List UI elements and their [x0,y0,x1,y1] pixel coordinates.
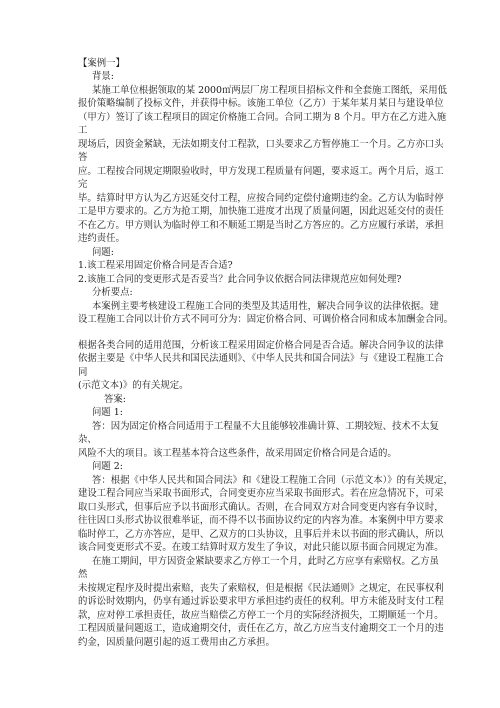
text-line: 款，应对停工承担责任，故应当赔偿乙方停工一个月的实际经济损失，工期顺延一个月。 [78,610,444,621]
text-line: 不在乙方。甲方则认为临时停工和不顺延工期是当时乙方答应的。乙方应履行承诺，承担 [78,220,444,231]
text-line: 答 [78,152,88,163]
text-line: 该合同变更形式不妥。在竣工结算时双方发生了争议，对此只能以原书面合同规定为准。 [78,542,444,553]
text-line: 某施工单位根据领取的某 2000㎡两层厂房工程项目招标文件和全套施工图纸，采用低 [92,85,447,96]
heading-background: 背景: [92,71,114,82]
text-line: 未按规定程序及时提出索赔，丧失了索赔权，但是根据《民法通则》之规定，在民事权利 [78,583,444,594]
text-line: 杂、 [78,434,97,445]
section-heading: 【案例一】 [78,58,125,69]
text-line: 然 [78,569,88,580]
heading-questions: 问题: [92,247,114,258]
text-line: 在施工期间，甲方因资金紧缺要求乙方停工一个月，此时乙方应享有索赔权。乙方虽 [92,556,439,567]
text-line: 违约责任。 [78,233,125,244]
text-line: 完 [78,179,88,190]
text-line: 临时停工，乙方亦答应，是甲、乙双方的口头协议，且事后并未以书面的形式确认，所以 [78,529,444,540]
question-1: 1.该工程采用固定价格合同是否合适? [78,260,233,271]
heading-analysis: 分析要点: [92,287,133,298]
text-line: 应。工程按合同规定期限验收时，甲方发现工程质量有问题，要求返工。两个月后，返工 [78,166,444,177]
heading-answer-1: 问题 1: [92,407,123,418]
text-line: 取口头形式，但事后应予以书面形式确认。否则，在合同双方对合同变更内容有争议时， [78,502,444,513]
text-line: (示范文本)》的有关规定。 [78,380,189,391]
question-2: 2.该施工合同的变更形式是否妥当？此合同争议依据合同法律规范应如何处理? [78,274,402,285]
text-line: 的诉讼时效期内，仍享有通过诉讼要求甲方承担违约责任的权利。甲方未能及时支付工程 [78,596,444,607]
text-line: 毕。结算时甲方认为乙方迟延交付工程，应按合同约定偿付逾期违约金。乙方认为临时停 [78,193,444,204]
text-line: 风险不大的项目。该工程基本符合这些条件，故采用固定价格合同是合适的。 [78,448,397,459]
text-line: 工是甲方要求的。乙方为抢工期，加快施工进度才出现了质量问题，因此迟延交付的责任 [78,206,444,217]
text-line: 依据主要是《中华人民共和国民法通则》、《中华人民共和国合同法》与《建设工程施工合 [78,353,444,364]
text-line: 建设工程合同应当采取书面形式，合同变更亦应当采取书面形式。若在应急情况下，可采 [78,488,444,499]
text-line: 答：因为固定价格合同适用于工程量不大且能够较准确计算、工期较短、技术不太复 [92,421,439,432]
text-line: 工 [78,125,88,136]
text-line: 报价策略编制了投标文件，并获得中标。该施工单位（乙方）于某年某月某日与建设单位 [78,98,444,109]
text-line: 同 [78,367,88,378]
text-line: 约金，因质量问题引起的返工费用由乙方承担。 [78,637,275,648]
text-line: 往往因口头形式协议很难举证，而不得不以书面协议约定的内容为准。本案例中甲方要求 [78,515,444,526]
text-line: 工程因质量问题返工，造成逾期交付，责任在乙方，故乙方应当支付逾期交工一个月的违 [78,623,444,634]
text-line: 答：根据《中华人民共和国合同法》和《建设工程施工合同（示范文本）》的有关规定， [92,475,453,486]
text-line: （甲方）签订了该工程项目的固定价格施工合同。合同工期为 8 个月。甲方在乙方进入施 [78,112,447,123]
heading-answers: 答案: [104,394,126,405]
text-line: 本案例主要考核建设工程施工合同的类型及其适用性，解决合同争议的法律依据。建 [92,301,439,312]
heading-answer-2: 问题 2: [92,461,123,472]
text-line: 设工程施工合同以计价方式不同可分为：固定价格合同、可调价格合同和成本加酬金合同。 [78,314,454,325]
text-line: 根据各类合同的适用范围，分析该工程采用固定价格合同是否合适。解决合同争议的法律 [78,340,444,351]
text-line: 现场后，因资金紧缺，无法如期支付工程款，口头要求乙方暂停施工一个月。乙方亦口头 [78,139,444,150]
